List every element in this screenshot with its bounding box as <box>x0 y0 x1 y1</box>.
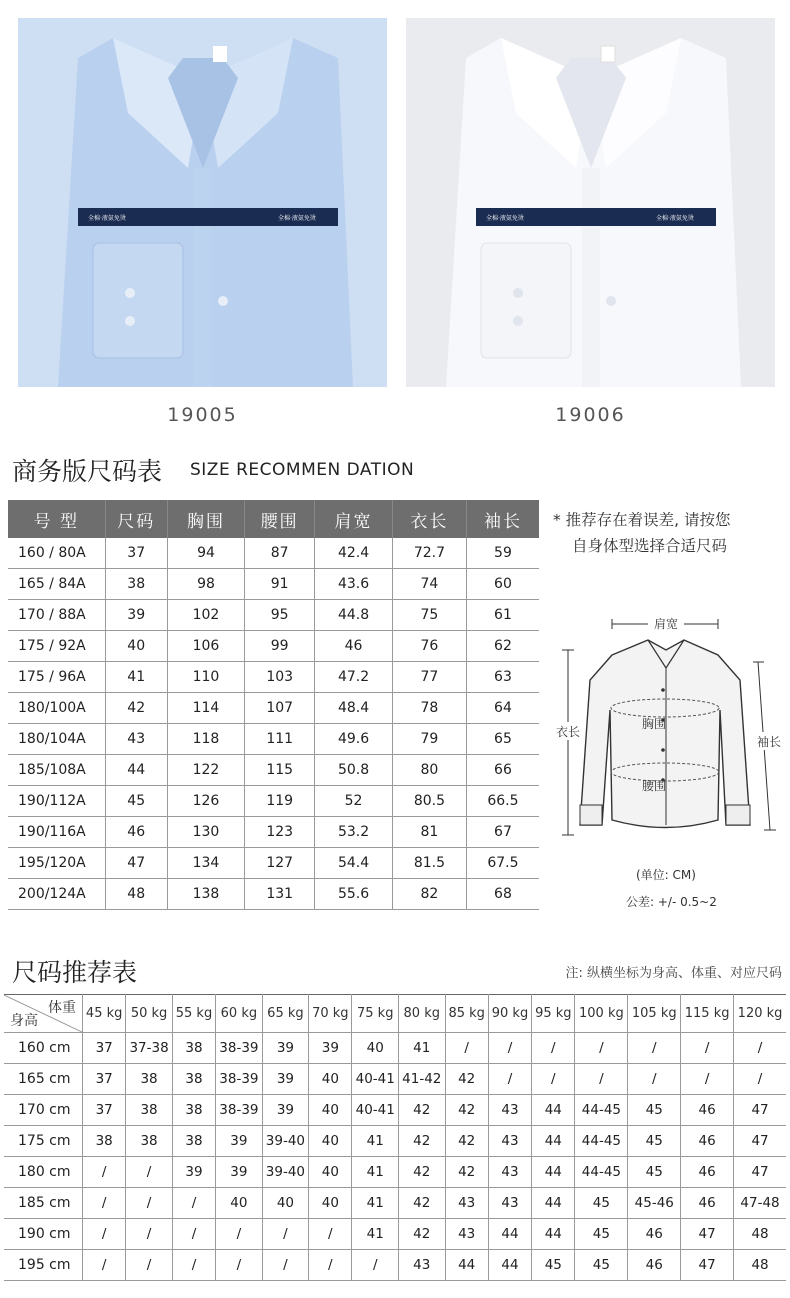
size-value-cell: 49.6 <box>315 724 393 755</box>
label-sleeve: 袖长 <box>756 735 782 749</box>
size-value-cell: 76 <box>392 631 466 662</box>
header-cell: 胸围 <box>167 500 244 538</box>
recommendation-row <box>4 1250 786 1281</box>
size-spec-cell: 175 / 92A <box>8 631 105 662</box>
recommended-size-cell: 44-45 <box>575 1157 628 1188</box>
size-value-cell: 126 <box>167 786 244 817</box>
recommended-size-cell: 44 <box>488 1250 531 1281</box>
height-cell: 165 cm <box>4 1064 83 1095</box>
note-line: 自身体型选择合适尺码 <box>572 537 728 555</box>
size-value-cell: 127 <box>245 848 315 879</box>
size-value-cell: 48.4 <box>315 693 393 724</box>
recommended-size-cell: 37 <box>83 1095 126 1126</box>
recommended-size-cell: 38 <box>172 1064 215 1095</box>
size-spec-cell: 170 / 88A <box>8 600 105 631</box>
recommended-size-cell: 47 <box>734 1157 786 1188</box>
weight-header-cell: 65 kg <box>262 995 309 1033</box>
recommended-size-cell: 45 <box>575 1188 628 1219</box>
recommendation-title: 尺码推荐表 <box>12 958 138 987</box>
size-value-cell: 134 <box>167 848 244 879</box>
recommended-size-cell: / <box>734 1064 786 1095</box>
weight-header-cell: 115 kg <box>681 995 734 1033</box>
recommendation-row <box>4 1188 786 1219</box>
recommended-size-cell: 45 <box>575 1219 628 1250</box>
size-value-cell: 54.4 <box>315 848 393 879</box>
size-value-cell: 94 <box>167 538 244 569</box>
header-cell: 尺码 <box>105 500 167 538</box>
weight-header-cell: 95 kg <box>532 995 575 1033</box>
recommended-size-cell: 44-45 <box>575 1126 628 1157</box>
weight-header-cell: 100 kg <box>575 995 628 1033</box>
weight-header-cell: 55 kg <box>172 995 215 1033</box>
product-image-white <box>406 18 775 387</box>
recommended-size-cell: 39-40 <box>262 1157 309 1188</box>
recommended-size-cell: / <box>352 1250 399 1281</box>
size-value-cell: 40 <box>105 631 167 662</box>
size-spec-cell: 200/124A <box>8 879 105 910</box>
recommended-size-cell: / <box>734 1033 786 1064</box>
size-value-cell: 123 <box>245 817 315 848</box>
size-row <box>8 631 539 662</box>
recommended-size-cell: / <box>309 1219 352 1250</box>
recommended-size-cell: 41-42 <box>399 1064 446 1095</box>
recommended-size-cell: / <box>575 1064 628 1095</box>
recommended-size-cell: 48 <box>734 1250 786 1281</box>
recommended-size-cell: 44 <box>445 1250 488 1281</box>
recommended-size-cell: / <box>172 1219 215 1250</box>
measurement-diagram <box>550 610 790 850</box>
recommended-size-cell: 37 <box>83 1064 126 1095</box>
size-value-cell: 68 <box>466 879 539 910</box>
recommended-size-cell: 38-39 <box>216 1095 263 1126</box>
size-value-cell: 47.2 <box>315 662 393 693</box>
size-row <box>8 600 539 631</box>
weight-header-cell: 85 kg <box>445 995 488 1033</box>
recommended-size-cell: / <box>126 1188 173 1219</box>
size-value-cell: 67 <box>466 817 539 848</box>
size-row <box>8 879 539 910</box>
size-value-cell: 119 <box>245 786 315 817</box>
size-value-cell: 131 <box>245 879 315 910</box>
size-value-cell: 80.5 <box>392 786 466 817</box>
recommended-size-cell: 43 <box>488 1126 531 1157</box>
recommended-size-cell: 46 <box>628 1219 681 1250</box>
recommended-size-cell: 37 <box>83 1033 126 1064</box>
recommended-size-cell: 37-38 <box>126 1033 173 1064</box>
size-spec-cell: 160 / 80A <box>8 538 105 569</box>
size-chart-subtitle: SIZE RECOMMEN DATION <box>190 460 415 480</box>
size-spec-cell: 175 / 96A <box>8 662 105 693</box>
recommended-size-cell: 40-41 <box>352 1095 399 1126</box>
size-value-cell: 81.5 <box>392 848 466 879</box>
size-value-cell: 95 <box>245 600 315 631</box>
size-value-cell: 75 <box>392 600 466 631</box>
shirt-illustration-blue <box>18 18 387 387</box>
recommendation-row <box>4 1157 786 1188</box>
recommended-size-cell: 38 <box>172 1095 215 1126</box>
recommendation-row <box>4 1219 786 1250</box>
recommended-size-cell: 43 <box>399 1250 446 1281</box>
size-value-cell: 38 <box>105 569 167 600</box>
recommended-size-cell: 46 <box>681 1188 734 1219</box>
recommended-size-cell: / <box>488 1033 531 1064</box>
size-value-cell: 91 <box>245 569 315 600</box>
header-cell: 衣长 <box>392 500 466 538</box>
recommended-size-cell: 39 <box>216 1126 263 1157</box>
recommended-size-cell: 38-39 <box>216 1033 263 1064</box>
recommended-size-cell: 42 <box>399 1095 446 1126</box>
recommended-size-cell: 38 <box>126 1126 173 1157</box>
size-value-cell: 130 <box>167 817 244 848</box>
recommended-size-cell: 42 <box>399 1126 446 1157</box>
product-code: 19005 <box>167 404 238 426</box>
size-spec-cell: 195/120A <box>8 848 105 879</box>
recommended-size-cell: / <box>681 1064 734 1095</box>
recommended-size-cell: 38 <box>83 1126 126 1157</box>
size-value-cell: 74 <box>392 569 466 600</box>
recommended-size-cell: 42 <box>445 1095 488 1126</box>
size-value-cell: 61 <box>466 600 539 631</box>
header-cell: 肩宽 <box>315 500 393 538</box>
recommended-size-cell: 43 <box>488 1095 531 1126</box>
recommended-size-cell: 45 <box>628 1157 681 1188</box>
recommended-size-cell: / <box>83 1250 126 1281</box>
size-spec-cell: 185/108A <box>8 755 105 786</box>
recommended-size-cell: / <box>172 1250 215 1281</box>
recommended-size-cell: 46 <box>681 1157 734 1188</box>
recommendation-header <box>4 995 786 1033</box>
size-value-cell: 99 <box>245 631 315 662</box>
size-value-cell: 78 <box>392 693 466 724</box>
corner-height-label: 身高 <box>10 1013 38 1029</box>
shirt-illustration-white <box>406 18 775 387</box>
height-cell: 160 cm <box>4 1033 83 1064</box>
recommended-size-cell: 45 <box>628 1126 681 1157</box>
recommended-size-cell: 38 <box>126 1095 173 1126</box>
header-cell: 袖长 <box>466 500 539 538</box>
size-value-cell: 122 <box>167 755 244 786</box>
height-cell: 190 cm <box>4 1219 83 1250</box>
size-spec-cell: 165 / 84A <box>8 569 105 600</box>
height-cell: 170 cm <box>4 1095 83 1126</box>
size-value-cell: 43 <box>105 724 167 755</box>
size-value-cell: 98 <box>167 569 244 600</box>
size-value-cell: 114 <box>167 693 244 724</box>
recommended-size-cell: 40 <box>262 1188 309 1219</box>
recommended-size-cell: 39 <box>172 1157 215 1188</box>
recommended-size-cell: 43 <box>445 1188 488 1219</box>
weight-header-cell: 105 kg <box>628 995 681 1033</box>
weight-header-cell: 90 kg <box>488 995 531 1033</box>
recommended-size-cell: 39 <box>309 1033 352 1064</box>
label-waist: 腰围 <box>642 779 667 793</box>
corner-weight-label: 体重 <box>48 1000 76 1016</box>
size-value-cell: 102 <box>167 600 244 631</box>
recommended-size-cell: 41 <box>352 1126 399 1157</box>
recommended-size-cell: / <box>172 1188 215 1219</box>
recommended-size-cell: / <box>216 1250 263 1281</box>
size-value-cell: 103 <box>245 662 315 693</box>
recommended-size-cell: / <box>126 1219 173 1250</box>
size-value-cell: 55.6 <box>315 879 393 910</box>
recommended-size-cell: / <box>83 1219 126 1250</box>
size-value-cell: 110 <box>167 662 244 693</box>
size-value-cell: 63 <box>466 662 539 693</box>
recommended-size-cell: 46 <box>681 1095 734 1126</box>
product-image-light-blue <box>18 18 387 387</box>
weight-header-cell: 50 kg <box>126 995 173 1033</box>
size-value-cell: 87 <box>245 538 315 569</box>
recommended-size-cell: 40 <box>216 1188 263 1219</box>
recommended-size-cell: 44 <box>532 1188 575 1219</box>
size-row <box>8 569 539 600</box>
recommended-size-cell: 45 <box>575 1250 628 1281</box>
label-length: 衣长 <box>555 725 581 739</box>
recommended-size-cell: / <box>83 1157 126 1188</box>
size-value-cell: 66.5 <box>466 786 539 817</box>
recommended-size-cell: 39 <box>262 1095 309 1126</box>
recommended-size-cell: / <box>532 1064 575 1095</box>
recommended-size-cell: / <box>445 1033 488 1064</box>
recommendation-table <box>4 994 786 1281</box>
recommended-size-cell: 47 <box>681 1250 734 1281</box>
recommended-size-cell: 43 <box>488 1188 531 1219</box>
recommended-size-cell: 39 <box>262 1064 309 1095</box>
size-value-cell: 39 <box>105 600 167 631</box>
recommendation-note: 注: 纵横坐标为身高、体重、对应尺码 <box>565 966 782 981</box>
recommended-size-cell: 47 <box>734 1126 786 1157</box>
recommended-size-cell: 40 <box>309 1126 352 1157</box>
label-shoulder: 肩宽 <box>653 617 679 631</box>
size-value-cell: 66 <box>466 755 539 786</box>
recommended-size-cell: 40 <box>309 1095 352 1126</box>
size-value-cell: 79 <box>392 724 466 755</box>
size-spec-cell: 180/104A <box>8 724 105 755</box>
unit-label: (单位: CM) <box>636 868 696 882</box>
size-value-cell: 45 <box>105 786 167 817</box>
recommended-size-cell: 39 <box>262 1033 309 1064</box>
recommended-size-cell: 42 <box>399 1188 446 1219</box>
size-row <box>8 786 539 817</box>
recommended-size-cell: 40 <box>309 1064 352 1095</box>
size-spec-cell: 190/112A <box>8 786 105 817</box>
weight-header-cell: 80 kg <box>399 995 446 1033</box>
size-row <box>8 817 539 848</box>
size-value-cell: 80 <box>392 755 466 786</box>
recommended-size-cell: 42 <box>399 1157 446 1188</box>
height-cell: 195 cm <box>4 1250 83 1281</box>
recommended-size-cell: 38 <box>126 1064 173 1095</box>
height-cell: 180 cm <box>4 1157 83 1188</box>
size-value-cell: 46 <box>315 631 393 662</box>
size-value-cell: 44 <box>105 755 167 786</box>
recommended-size-cell: 38-39 <box>216 1064 263 1095</box>
recommended-size-cell: / <box>83 1188 126 1219</box>
recommended-size-cell: 45-46 <box>628 1188 681 1219</box>
recommended-size-cell: 41 <box>352 1219 399 1250</box>
size-value-cell: 47 <box>105 848 167 879</box>
size-value-cell: 44.8 <box>315 600 393 631</box>
weight-header-cell: 120 kg <box>734 995 786 1033</box>
size-value-cell: 52 <box>315 786 393 817</box>
size-value-cell: 59 <box>466 538 539 569</box>
recommended-size-cell: 40-41 <box>352 1064 399 1095</box>
recommendation-row <box>4 1126 786 1157</box>
recommended-size-cell: / <box>126 1157 173 1188</box>
size-chart-title: 商务版尺码表 <box>12 457 163 486</box>
size-value-cell: 107 <box>245 693 315 724</box>
recommended-size-cell: 38 <box>172 1126 215 1157</box>
recommended-size-cell: 44 <box>532 1095 575 1126</box>
corner-cell <box>4 995 83 1033</box>
size-value-cell: 50.8 <box>315 755 393 786</box>
tolerance-label: 公差: +/- 0.5~2 <box>626 895 717 909</box>
size-value-cell: 42 <box>105 693 167 724</box>
label-chest: 胸围 <box>642 717 667 731</box>
size-table-header <box>8 500 539 538</box>
header-cell: 号 型 <box>8 500 105 538</box>
size-value-cell: 111 <box>245 724 315 755</box>
weight-header-cell: 70 kg <box>309 995 352 1033</box>
size-value-cell: 77 <box>392 662 466 693</box>
recommended-size-cell: 41 <box>352 1157 399 1188</box>
size-table <box>8 500 539 910</box>
product-code: 19006 <box>555 404 626 426</box>
recommended-size-cell: / <box>262 1219 309 1250</box>
recommended-size-cell: 44-45 <box>575 1095 628 1126</box>
size-value-cell: 138 <box>167 879 244 910</box>
weight-header-cell: 75 kg <box>352 995 399 1033</box>
size-value-cell: 46 <box>105 817 167 848</box>
recommended-size-cell: / <box>262 1250 309 1281</box>
recommended-size-cell: 39-40 <box>262 1126 309 1157</box>
size-value-cell: 41 <box>105 662 167 693</box>
recommended-size-cell: 43 <box>488 1157 531 1188</box>
weight-header-cell: 60 kg <box>216 995 263 1033</box>
recommended-size-cell: 40 <box>309 1188 352 1219</box>
size-value-cell: 64 <box>466 693 539 724</box>
size-row <box>8 724 539 755</box>
recommended-size-cell: / <box>532 1033 575 1064</box>
recommendation-row <box>4 1064 786 1095</box>
recommended-size-cell: 42 <box>445 1064 488 1095</box>
svg-text:全棉·液氨免烫: 全棉·液氨免烫 <box>656 215 694 222</box>
recommended-size-cell: 46 <box>681 1126 734 1157</box>
size-row <box>8 848 539 879</box>
recommendation-row <box>4 1033 786 1064</box>
recommended-size-cell: 41 <box>399 1033 446 1064</box>
size-value-cell: 48 <box>105 879 167 910</box>
note-line: * 推荐存在着误差, 请按您 <box>553 511 731 529</box>
size-row <box>8 662 539 693</box>
size-row <box>8 538 539 569</box>
recommended-size-cell: 39 <box>216 1157 263 1188</box>
recommended-size-cell: 47 <box>734 1095 786 1126</box>
size-value-cell: 42.4 <box>315 538 393 569</box>
size-value-cell: 72.7 <box>392 538 466 569</box>
recommended-size-cell: 42 <box>399 1219 446 1250</box>
recommended-size-cell: 42 <box>445 1126 488 1157</box>
recommended-size-cell: 43 <box>445 1219 488 1250</box>
recommended-size-cell: 41 <box>352 1188 399 1219</box>
recommended-size-cell: 46 <box>628 1250 681 1281</box>
recommended-size-cell: 45 <box>532 1250 575 1281</box>
size-value-cell: 37 <box>105 538 167 569</box>
size-value-cell: 81 <box>392 817 466 848</box>
recommended-size-cell: / <box>126 1250 173 1281</box>
recommended-size-cell: / <box>575 1033 628 1064</box>
size-value-cell: 106 <box>167 631 244 662</box>
recommended-size-cell: 44 <box>532 1157 575 1188</box>
recommended-size-cell: 40 <box>352 1033 399 1064</box>
recommended-size-cell: 40 <box>309 1157 352 1188</box>
recommended-size-cell: / <box>628 1064 681 1095</box>
size-spec-cell: 190/116A <box>8 817 105 848</box>
recommended-size-cell: 47 <box>681 1219 734 1250</box>
recommended-size-cell: / <box>628 1033 681 1064</box>
recommended-size-cell: / <box>488 1064 531 1095</box>
size-value-cell: 53.2 <box>315 817 393 848</box>
recommended-size-cell: 48 <box>734 1219 786 1250</box>
height-cell: 185 cm <box>4 1188 83 1219</box>
recommended-size-cell: 44 <box>532 1126 575 1157</box>
recommended-size-cell: 38 <box>172 1033 215 1064</box>
svg-text:全棉·液氨免烫: 全棉·液氨免烫 <box>278 215 316 222</box>
recommended-size-cell: 42 <box>445 1157 488 1188</box>
size-row <box>8 755 539 786</box>
recommended-size-cell: / <box>216 1219 263 1250</box>
size-value-cell: 82 <box>392 879 466 910</box>
recommended-size-cell: 45 <box>628 1095 681 1126</box>
recommended-size-cell: 44 <box>532 1219 575 1250</box>
recommended-size-cell: / <box>309 1250 352 1281</box>
size-note <box>553 507 731 559</box>
size-value-cell: 60 <box>466 569 539 600</box>
recommended-size-cell: / <box>681 1033 734 1064</box>
size-spec-cell: 180/100A <box>8 693 105 724</box>
weight-header-cell: 45 kg <box>83 995 126 1033</box>
recommended-size-cell: 44 <box>488 1219 531 1250</box>
size-value-cell: 67.5 <box>466 848 539 879</box>
height-cell: 175 cm <box>4 1126 83 1157</box>
svg-text:全棉·液氨免烫: 全棉·液氨免烫 <box>88 215 126 222</box>
header-cell: 腰围 <box>245 500 315 538</box>
size-row <box>8 693 539 724</box>
size-value-cell: 62 <box>466 631 539 662</box>
size-value-cell: 115 <box>245 755 315 786</box>
svg-text:全棉·液氨免烫: 全棉·液氨免烫 <box>486 215 524 222</box>
recommendation-row <box>4 1095 786 1126</box>
recommended-size-cell: 47-48 <box>734 1188 786 1219</box>
size-value-cell: 43.6 <box>315 569 393 600</box>
size-value-cell: 65 <box>466 724 539 755</box>
size-value-cell: 118 <box>167 724 244 755</box>
